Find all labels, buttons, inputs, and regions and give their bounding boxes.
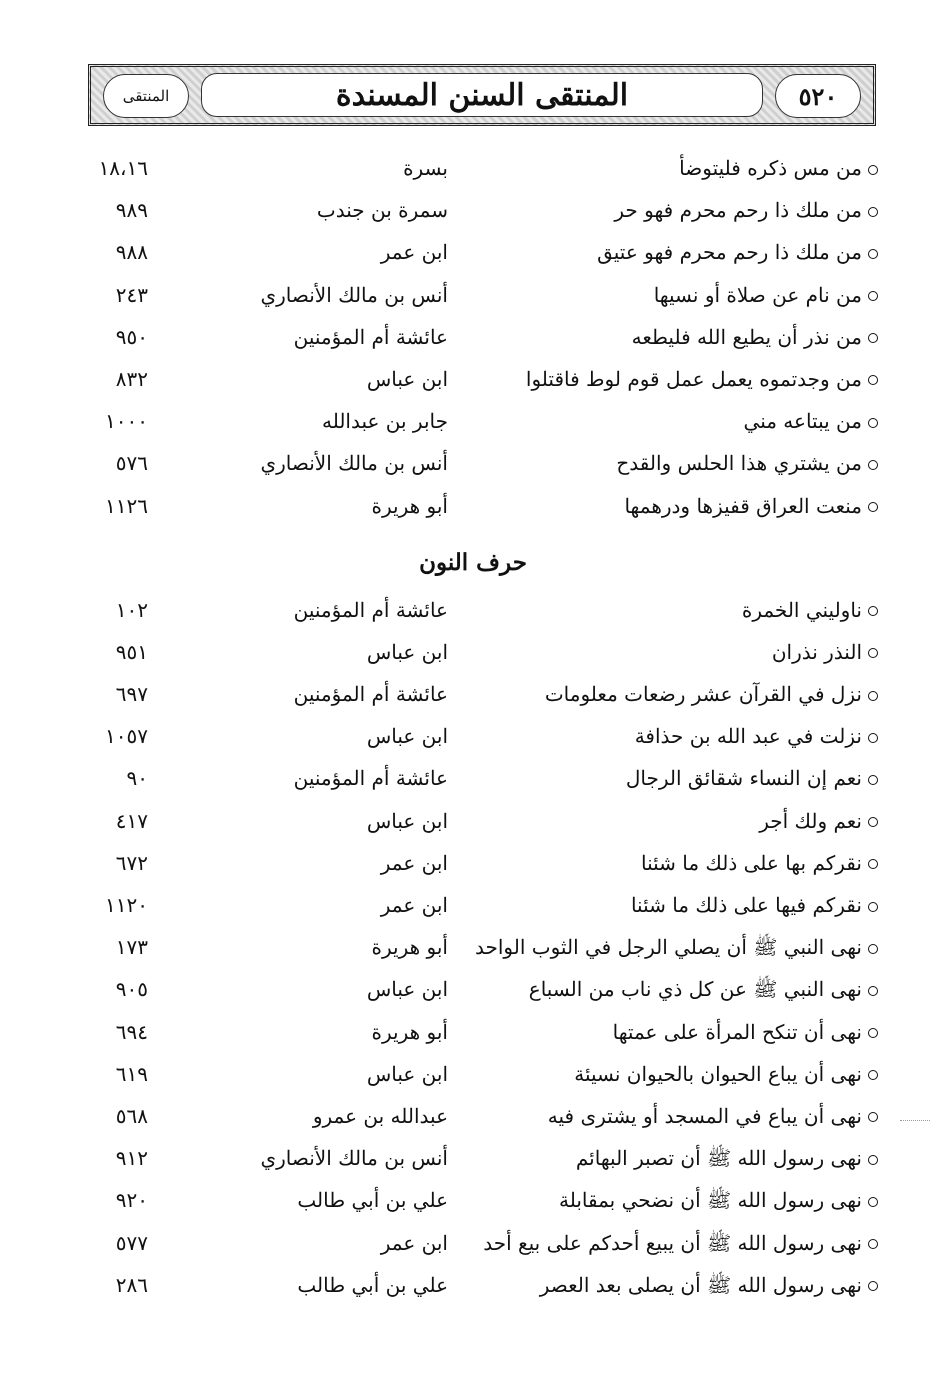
narrator-name: ابن عمر xyxy=(380,240,448,265)
hadith-text-cell xyxy=(654,283,878,307)
narrator-name: علي بن أبي طالب xyxy=(297,1272,448,1297)
seal-logo: المنتقى xyxy=(122,86,170,105)
narrator-name: عائشة أم المؤمنين xyxy=(293,682,448,707)
circle-bullet-icon xyxy=(868,375,878,385)
hadith-number: ١٠٠٠ xyxy=(105,409,148,434)
narrator-name: ابن عباس xyxy=(366,639,448,664)
hadith-text: نهى أن تنكح المرأة على عمتها xyxy=(612,1019,862,1044)
narrator-name: أنس بن مالك الأنصاري xyxy=(260,1146,448,1171)
hadith-text-cell xyxy=(641,851,878,875)
hadith-text: من نذر أن يطيع الله فليطعه xyxy=(631,324,862,349)
narrator-name: أبو هريرة xyxy=(371,1019,448,1044)
hadith-text-cell xyxy=(626,766,878,790)
circle-bullet-icon xyxy=(868,606,878,616)
hadith-number: ١٨،١٦ xyxy=(98,156,148,180)
hadith-text-cell xyxy=(548,1104,878,1128)
index-entry xyxy=(88,847,878,889)
index-entry xyxy=(88,405,878,447)
circle-bullet-icon xyxy=(868,859,878,869)
hadith-text: من يشتري هذا الحلس والقدح xyxy=(616,451,862,476)
circle-bullet-icon xyxy=(868,1197,878,1207)
hadith-list-nun xyxy=(88,594,878,1311)
hadith-text: من مس ذكره فليتوضأ xyxy=(679,156,862,180)
index-entry xyxy=(88,1016,878,1058)
section-heading: حرف النون xyxy=(419,548,527,576)
hadith-text: نقركم فيها على ذلك ما شئنا xyxy=(630,893,862,917)
hadith-text: من ملك ذا رحم محرم فهو عتيق xyxy=(597,240,862,265)
index-entry xyxy=(88,805,878,847)
hadith-text: من نام عن صلاة أو نسيها xyxy=(653,282,862,307)
hadith-text: النذر نذران xyxy=(771,639,862,664)
index-entry xyxy=(88,1058,878,1100)
index-entry xyxy=(88,1227,878,1269)
index-entry xyxy=(88,490,878,532)
margin-mark xyxy=(900,1120,930,1122)
hadith-text-cell xyxy=(679,156,878,180)
hadith-number: ٩٥٠ xyxy=(115,324,148,349)
hadith-text: من يبتاعه مني xyxy=(743,409,862,434)
circle-bullet-icon xyxy=(868,249,878,259)
hadith-number: ٩٨٨ xyxy=(115,240,148,265)
narrator-name: ابن عباس xyxy=(366,808,448,833)
hadith-number: ٦٩٧ xyxy=(115,682,148,707)
circle-bullet-icon xyxy=(868,1155,878,1165)
hadith-text: من وجدتموه يعمل عمل قوم لوط فاقتلوا xyxy=(525,366,862,391)
index-entry xyxy=(88,931,878,973)
book-title: المنتقى السنن المسندة xyxy=(335,77,629,113)
hadith-text: نعم إن النساء شقائق الرجال xyxy=(625,766,862,791)
index-entry xyxy=(88,1100,878,1142)
index-entry xyxy=(88,236,878,278)
seal-ornament xyxy=(103,74,189,118)
index-entry xyxy=(88,1269,878,1311)
circle-bullet-icon xyxy=(868,944,878,954)
circle-bullet-icon xyxy=(868,1028,878,1038)
hadith-text-cell xyxy=(635,724,878,748)
narrator-name: عائشة أم المؤمنين xyxy=(293,324,448,349)
hadith-text: نزلت في عبد الله بن حذافة xyxy=(634,724,862,749)
index-entry xyxy=(88,889,878,931)
index-entry xyxy=(88,447,878,489)
hadith-text-cell xyxy=(632,325,878,349)
hadith-number: ٤١٧ xyxy=(115,808,148,833)
hadith-number: ٩١٢ xyxy=(115,1146,148,1171)
narrator-name: أبو هريرة xyxy=(371,493,448,518)
circle-bullet-icon xyxy=(868,502,878,512)
circle-bullet-icon xyxy=(868,1281,878,1291)
hadith-text: نهى رسول الله ﷺ أن نضحي بمقابلة xyxy=(558,1188,862,1213)
hadith-text-cell xyxy=(631,893,878,917)
hadith-text-cell xyxy=(574,1062,878,1086)
hadith-text-cell xyxy=(483,1231,878,1260)
hadith-number: ٦٧٢ xyxy=(115,850,148,875)
hadith-text: ناوليني الخمرة xyxy=(741,597,862,622)
hadith-text-cell xyxy=(614,198,878,222)
hadith-list-mim xyxy=(88,152,878,532)
hadith-number: ١١٢٠ xyxy=(105,893,148,917)
circle-bullet-icon xyxy=(868,1070,878,1080)
hadith-text: نهى رسول الله ﷺ أن يصلى بعد العصر xyxy=(539,1272,862,1297)
index-entry xyxy=(88,720,878,762)
page-header xyxy=(88,64,876,126)
hadith-text: منعت العراق قفيزها ودرهمها xyxy=(624,493,862,518)
hadith-text-cell xyxy=(545,682,878,706)
hadith-text-cell xyxy=(613,1020,878,1044)
hadith-text-cell xyxy=(616,451,878,475)
narrator-name: علي بن أبي طالب xyxy=(297,1188,448,1213)
circle-bullet-icon xyxy=(868,902,878,912)
hadith-text-cell xyxy=(624,494,878,518)
narrator-name: ابن عباس xyxy=(366,1061,448,1086)
index-entry xyxy=(88,1142,878,1184)
hadith-number: ٦٩٤ xyxy=(115,1019,148,1044)
hadith-number: ٦١٩ xyxy=(115,1061,148,1086)
hadith-text-cell xyxy=(559,1188,878,1217)
hadith-text: نعم ولك أجر xyxy=(759,808,862,833)
index-entry xyxy=(88,594,878,636)
index-entry xyxy=(88,194,878,236)
narrator-name: ابن عباس xyxy=(366,366,448,391)
narrator-name: جابر بن عبدالله xyxy=(321,409,448,434)
index-content xyxy=(88,152,878,1311)
narrator-name: أنس بن مالك الأنصاري xyxy=(260,451,448,476)
narrator-name: ابن عباس xyxy=(366,724,448,749)
hadith-text-cell xyxy=(529,977,878,1006)
index-entry xyxy=(88,152,878,194)
narrator-name: ابن عمر xyxy=(380,850,448,875)
narrator-name: ابن عمر xyxy=(380,1230,448,1255)
hadith-text-cell xyxy=(597,240,878,264)
circle-bullet-icon xyxy=(868,418,878,428)
narrator-name: عبدالله بن عمرو xyxy=(312,1103,448,1128)
circle-bullet-icon xyxy=(868,817,878,827)
hadith-number: ٩٠٥ xyxy=(115,977,148,1002)
hadith-number: ٥٧٦ xyxy=(115,451,148,476)
index-entry xyxy=(88,636,878,678)
hadith-number: ٨٣٢ xyxy=(115,366,148,391)
hadith-text: نقركم بها على ذلك ما شئنا xyxy=(640,850,862,875)
hadith-text: نهى النبي ﷺ عن كل ذي ناب من السباع xyxy=(528,977,862,1002)
hadith-number: ٩٨٩ xyxy=(115,198,148,223)
narrator-name: عائشة أم المؤمنين xyxy=(293,766,448,791)
circle-bullet-icon xyxy=(868,1112,878,1122)
hadith-number: ٥٧٧ xyxy=(115,1230,148,1255)
hadith-number: ٩٥١ xyxy=(115,639,148,664)
hadith-text: نهى رسول الله ﷺ أن يبيع أحدكم على بيع أحد xyxy=(483,1230,862,1255)
hadith-number: ٢٤٣ xyxy=(115,282,148,307)
hadith-number: ١١٢٦ xyxy=(105,493,148,518)
hadith-text-cell xyxy=(475,935,878,964)
hadith-number: ٢٨٦ xyxy=(115,1272,148,1297)
circle-bullet-icon xyxy=(868,460,878,470)
page-number: ٥٢٠ xyxy=(798,81,838,111)
hadith-text-cell xyxy=(576,1146,878,1175)
circle-bullet-icon xyxy=(868,733,878,743)
circle-bullet-icon xyxy=(868,648,878,658)
hadith-text-cell xyxy=(540,1273,878,1302)
hadith-text: نهى أن يباع في المسجد أو يشترى فيه xyxy=(547,1103,862,1128)
hadith-text-cell xyxy=(526,367,878,391)
hadith-text: من ملك ذا رحم محرم فهو حر xyxy=(614,198,862,223)
narrator-name: عائشة أم المؤمنين xyxy=(293,597,448,622)
hadith-number: ١٠٥٧ xyxy=(105,724,148,749)
circle-bullet-icon xyxy=(868,333,878,343)
narrator-name: ابن عمر xyxy=(380,893,448,917)
index-entry xyxy=(88,363,878,405)
hadith-text-cell xyxy=(772,640,878,664)
hadith-text: نهى رسول الله ﷺ أن تصبر البهائم xyxy=(575,1146,862,1171)
circle-bullet-icon xyxy=(868,165,878,175)
hadith-number: ٩٢٠ xyxy=(115,1188,148,1213)
narrator-name: بسرة xyxy=(403,156,448,180)
page-number-frame xyxy=(775,74,861,118)
circle-bullet-icon xyxy=(868,1239,878,1249)
index-entry xyxy=(88,973,878,1015)
hadith-text-cell xyxy=(742,598,878,622)
hadith-number: ١٠٢ xyxy=(115,597,148,622)
circle-bullet-icon xyxy=(868,691,878,701)
circle-bullet-icon xyxy=(868,291,878,301)
hadith-number: ٥٦٨ xyxy=(115,1103,148,1128)
index-entry xyxy=(88,1184,878,1226)
narrator-name: ابن عباس xyxy=(366,977,448,1002)
hadith-number: ١٧٣ xyxy=(115,935,148,960)
index-entry xyxy=(88,762,878,804)
title-frame xyxy=(201,73,763,117)
narrator-name: سمرة بن جندب xyxy=(316,198,448,223)
circle-bullet-icon xyxy=(868,775,878,785)
index-entry xyxy=(88,279,878,321)
hadith-text-cell xyxy=(759,809,878,833)
narrator-name: أبو هريرة xyxy=(371,935,448,960)
circle-bullet-icon xyxy=(868,986,878,996)
index-entry xyxy=(88,321,878,363)
index-entry xyxy=(88,678,878,720)
hadith-text-cell xyxy=(744,409,878,433)
hadith-text: نهى أن يباع الحيوان بالحيوان نسيئة xyxy=(574,1061,862,1086)
narrator-name: أنس بن مالك الأنصاري xyxy=(260,282,448,307)
hadith-number: ٩٠ xyxy=(126,766,148,791)
circle-bullet-icon xyxy=(868,207,878,217)
hadith-text: نهى النبي ﷺ أن يصلي الرجل في الثوب الواحد xyxy=(475,935,862,960)
hadith-text: نزل في القرآن عشر رضعات معلومات xyxy=(544,682,862,707)
